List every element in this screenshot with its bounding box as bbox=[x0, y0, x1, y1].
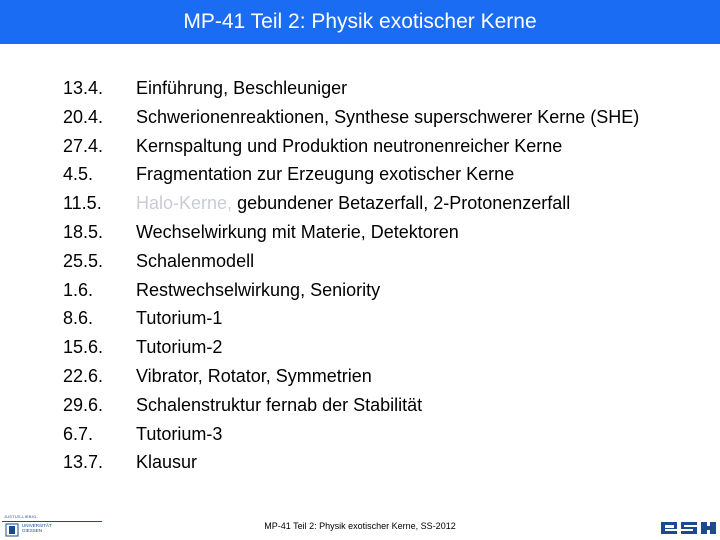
schedule-date: 13.4. bbox=[63, 78, 104, 98]
schedule-topic-text: Tutorium-3 bbox=[136, 423, 223, 444]
schedule-topic bbox=[136, 420, 222, 449]
schedule-row bbox=[63, 304, 639, 333]
schedule-topic bbox=[136, 74, 347, 103]
schedule-topic bbox=[136, 218, 459, 247]
schedule-date: 20.4. bbox=[63, 106, 104, 127]
schedule-topic bbox=[136, 189, 570, 218]
schedule-topic-text: Einführung, Beschleuniger bbox=[136, 78, 348, 98]
schedule-topic-text: Schwerionenreaktionen, Synthese superschwerer Kerne (SHE) bbox=[136, 106, 640, 127]
schedule-topic-text: Schalenstruktur fernab der Stabilität bbox=[136, 394, 423, 415]
schedule-date: 22.6. bbox=[63, 365, 104, 386]
university-logo-line1: JUSTUS-LIEBIG- bbox=[4, 514, 38, 519]
schedule-date: 15.6. bbox=[63, 337, 104, 358]
schedule-row bbox=[63, 448, 639, 477]
schedule-topic bbox=[136, 103, 639, 132]
schedule-topic bbox=[136, 333, 222, 362]
schedule-topic bbox=[136, 448, 197, 477]
schedule-topic-text: Vibrator, Rotator, Symmetrien bbox=[136, 365, 372, 386]
schedule-row bbox=[63, 247, 639, 276]
schedule-row bbox=[63, 276, 639, 305]
schedule-topic-text: Wechselwirkung mit Materie, Detektoren bbox=[136, 221, 459, 242]
schedule-date: 18.5. bbox=[63, 221, 104, 242]
schedule-topic-text: Restwechselwirkung, Seniority bbox=[136, 279, 381, 300]
schedule-row bbox=[63, 103, 639, 132]
schedule-list bbox=[63, 74, 639, 477]
schedule-date: 29.6. bbox=[63, 394, 104, 415]
schedule-topic-highlight: Halo-Kerne, bbox=[136, 193, 238, 214]
schedule-topic bbox=[136, 160, 514, 189]
schedule-row bbox=[63, 132, 639, 161]
schedule-topic bbox=[136, 362, 372, 391]
schedule-row bbox=[63, 391, 639, 420]
schedule-topic-text: Fragmentation zur Erzeugung exotischer Kerne bbox=[136, 164, 515, 185]
university-logo-line2: UNIVERSITÄT bbox=[22, 523, 52, 528]
schedule-date: 13.7. bbox=[63, 452, 104, 473]
schedule-date: 11.5. bbox=[63, 193, 102, 214]
schedule-date: 8.6. bbox=[63, 308, 94, 329]
schedule-date: 25.5. bbox=[63, 250, 104, 271]
schedule-row bbox=[63, 74, 639, 103]
schedule-date: 6.7. bbox=[63, 423, 94, 444]
schedule-row bbox=[63, 218, 639, 247]
schedule-topic bbox=[136, 391, 422, 420]
schedule-topic-text: Tutorium-1 bbox=[136, 308, 223, 329]
schedule-row bbox=[63, 420, 639, 449]
footer-text: MP-41 Teil 2: Physik exotischer Kerne, SS-2012 bbox=[264, 521, 456, 531]
schedule-row bbox=[63, 333, 639, 362]
schedule-topic-text: gebundener Betazerfall, 2-Protonenzerfall bbox=[237, 193, 571, 214]
schedule-date: 1.6. bbox=[63, 279, 94, 300]
page-title: MP-41 Teil 2: Physik exotischer Kerne bbox=[0, 0, 720, 44]
schedule-date: 27.4. bbox=[63, 135, 104, 156]
schedule-topic-text: Tutorium-2 bbox=[136, 337, 223, 358]
schedule-topic-text: Schalenmodell bbox=[136, 250, 255, 271]
university-logo-line3: GIESSEN bbox=[22, 528, 43, 533]
schedule-topic bbox=[136, 276, 380, 305]
schedule-row bbox=[63, 189, 639, 218]
schedule-topic-text: Klausur bbox=[136, 452, 198, 473]
schedule-date: 4.5. bbox=[63, 164, 94, 185]
schedule-topic bbox=[136, 132, 562, 161]
schedule-topic bbox=[136, 247, 254, 276]
schedule-row bbox=[63, 362, 639, 391]
gsi-logo-icon bbox=[661, 520, 717, 536]
schedule-topic-text: Kernspaltung und Produktion neutronenreicher Kerne bbox=[136, 135, 563, 156]
schedule-topic bbox=[136, 304, 222, 333]
schedule-row bbox=[63, 160, 639, 189]
